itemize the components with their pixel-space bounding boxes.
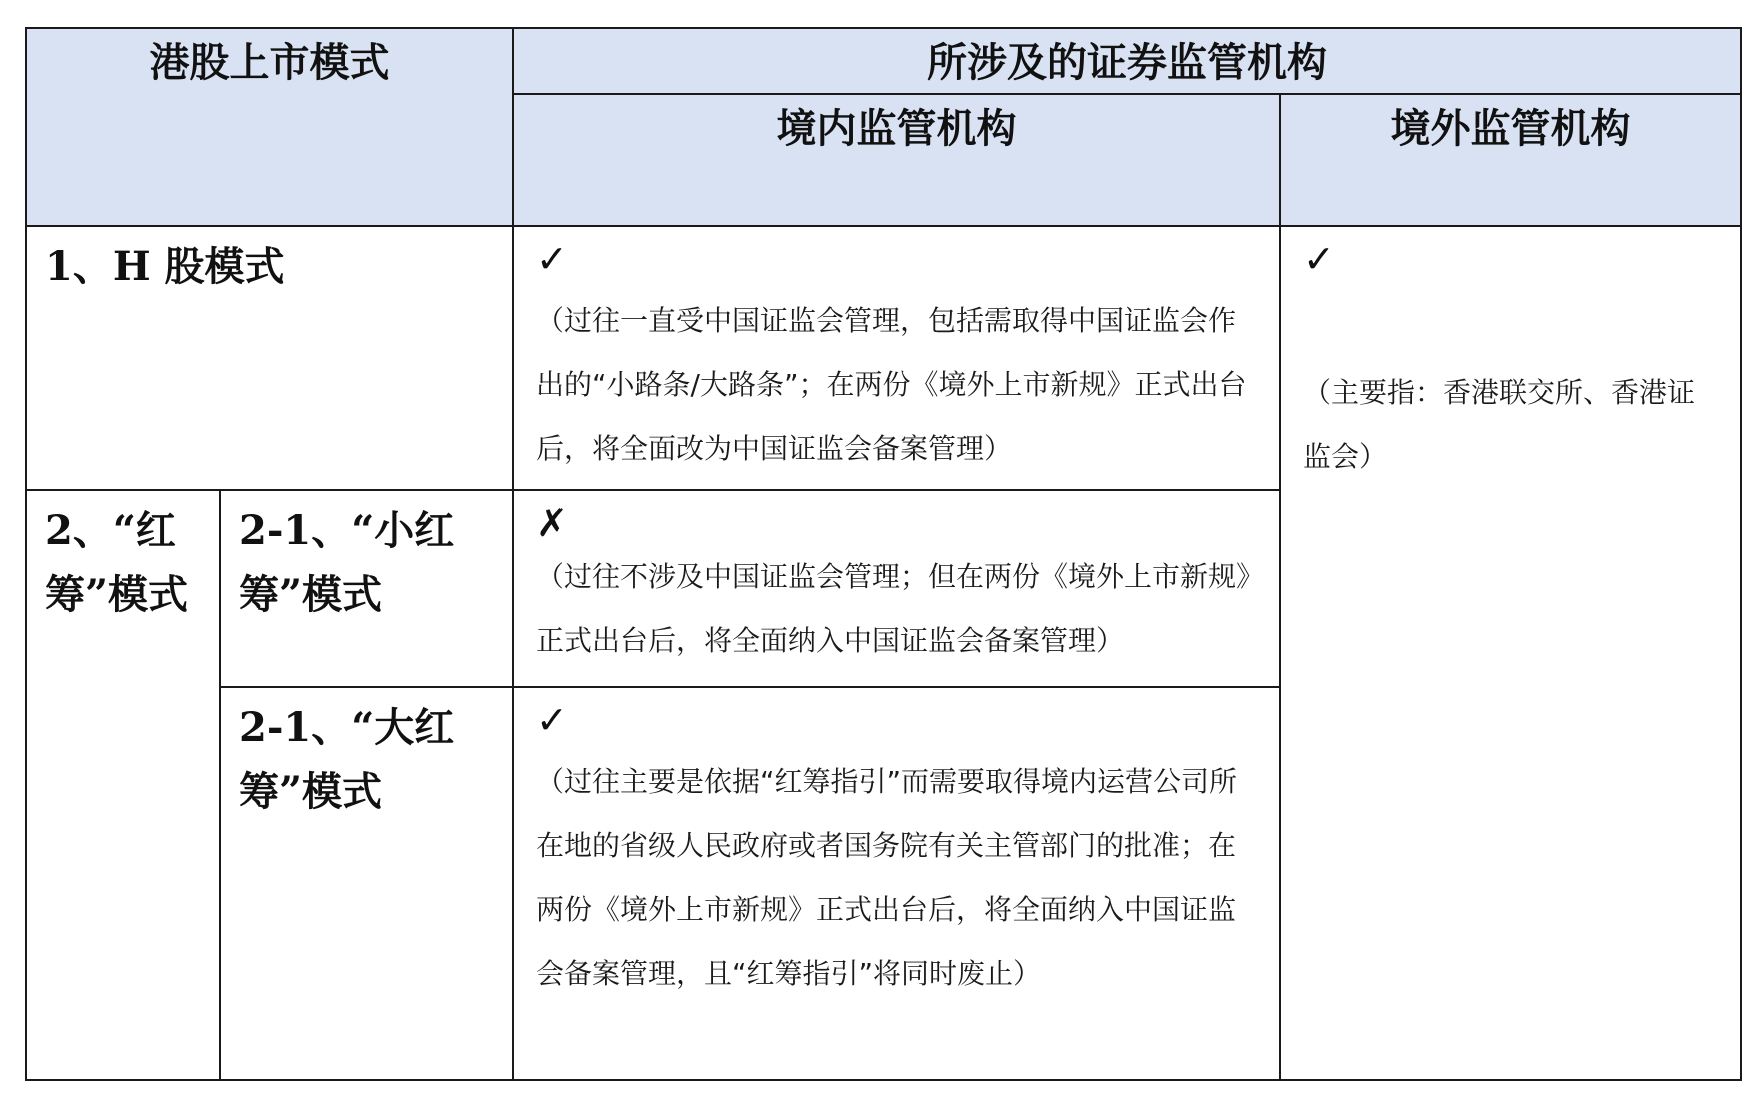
check-icon: ✓ (536, 698, 568, 742)
regulators-table (25, 27, 1742, 1081)
large-red-chip-domestic-note: （过往主要是依据“红筹指引”而需要取得境内运营公司所在地的省级人民政府或者国务院有关主管部门的批准；在两份《境外上市新规》正式出台后，将全面纳入中国证监会备案管理，且“红筹指引”将同时废止） (536, 765, 1238, 990)
row-small-red-chip-mode: 2-1、“小红筹”模式 (220, 490, 513, 687)
large-red-chip-domestic-cell (513, 687, 1280, 1080)
check-icon: ✓ (536, 237, 568, 281)
row-h-share-mode: 1、H 股模式 (26, 226, 513, 490)
small-red-chip-domestic-cell (513, 490, 1280, 687)
h-share-domestic-note: （过往一直受中国证监会管理，包括需取得中国证监会作出的“小路条/大路条”；在两份《境外上市新规》正式出台后，将全面改为中国证监会备案管理） (536, 304, 1247, 465)
row-large-red-chip-mode: 2-1、“大红筹”模式 (220, 687, 513, 1080)
overseas-regulator-cell (1280, 226, 1741, 1080)
header-domestic-regulator: 境内监管机构 (513, 94, 1280, 226)
row-red-chip-mode: 2、“红筹”模式 (26, 490, 220, 1080)
check-icon: ✓ (1303, 237, 1335, 281)
small-red-chip-domestic-note: （过往不涉及中国证监会管理；但在两份《境外上市新规》正式出台后，将全面纳入中国证监会备案管理） (536, 560, 1251, 657)
header-regulators: 所涉及的证券监管机构 (513, 28, 1741, 94)
h-share-domestic-cell (513, 226, 1280, 490)
header-listing-mode: 港股上市模式 (26, 28, 513, 226)
header-overseas-regulator: 境外监管机构 (1280, 94, 1741, 226)
overseas-regulator-note: （主要指：香港联交所、香港证监会） (1303, 376, 1696, 473)
cross-icon: ✗ (536, 501, 568, 545)
